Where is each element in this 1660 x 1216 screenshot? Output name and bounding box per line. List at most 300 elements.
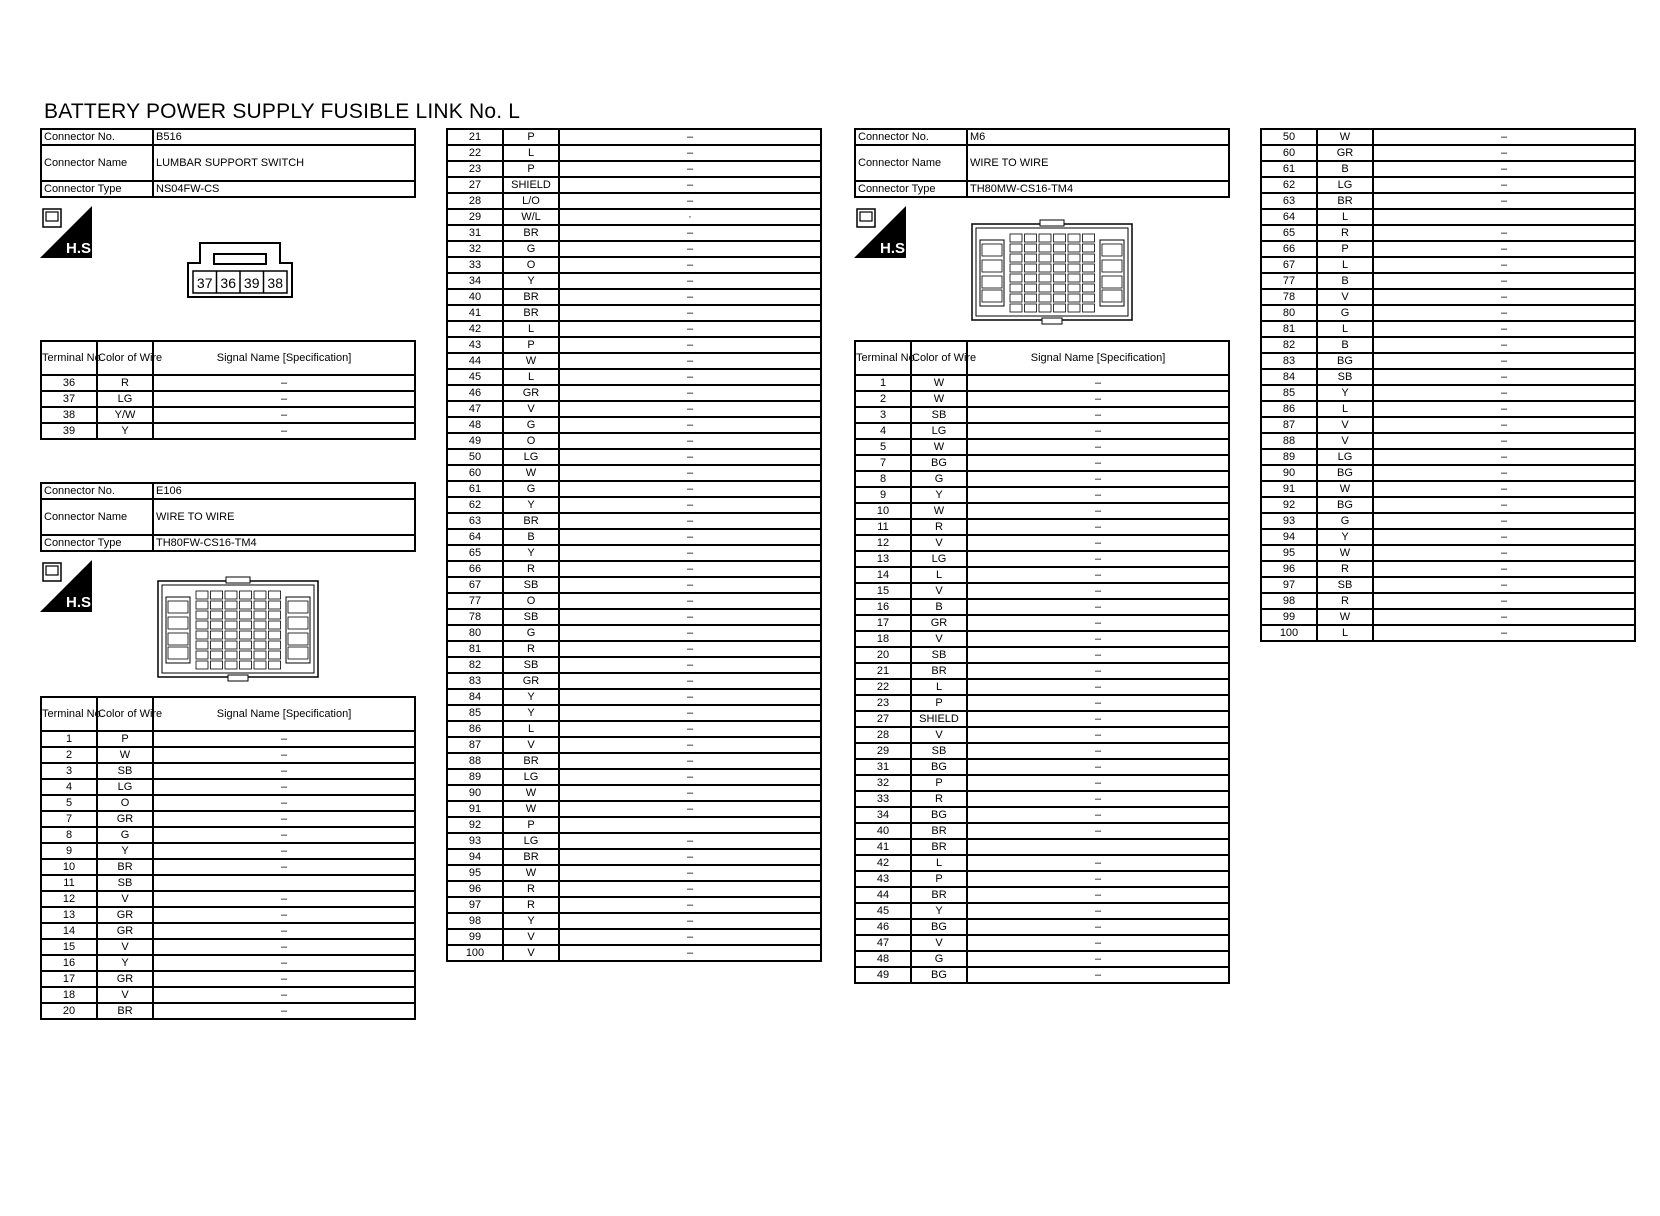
- signal-name: –: [1373, 385, 1635, 401]
- wire-color: O: [503, 257, 559, 273]
- terminal-number: 97: [1261, 577, 1317, 593]
- wire-color: V: [911, 583, 967, 599]
- wire-color: SB: [503, 657, 559, 673]
- terminal-number: 100: [447, 945, 503, 961]
- wire-color: V: [911, 535, 967, 551]
- terminal-number: 50: [447, 449, 503, 465]
- wire-color: L: [503, 369, 559, 385]
- terminal-number: 86: [1261, 401, 1317, 417]
- wire-color: LG: [911, 423, 967, 439]
- table-row: [447, 641, 821, 657]
- table-row: [855, 519, 1229, 535]
- table-row: [855, 535, 1229, 551]
- table-row: [447, 561, 821, 577]
- terminal-number: 33: [855, 791, 911, 807]
- wire-color: V: [911, 935, 967, 951]
- terminal-number: 36: [41, 375, 97, 391]
- wire-color: Y: [911, 487, 967, 503]
- signal-name: [1373, 209, 1635, 225]
- terminal-number: 40: [447, 289, 503, 305]
- terminal-number: 83: [447, 673, 503, 689]
- connector-type-value: TH80MW-CS16-TM4: [967, 181, 1229, 197]
- wire-color: BR: [911, 887, 967, 903]
- signal-name: –: [559, 929, 821, 945]
- signal-name: [967, 839, 1229, 855]
- terminal-number: 22: [855, 679, 911, 695]
- table-row: [447, 273, 821, 289]
- signal-name: –: [1373, 609, 1635, 625]
- wire-color: Y: [503, 497, 559, 513]
- terminal-number: 92: [1261, 497, 1317, 513]
- table-row: [447, 209, 821, 225]
- table-row: [41, 731, 415, 747]
- signal-name: –: [559, 129, 821, 145]
- terminal-number: 14: [855, 567, 911, 583]
- connector-info-b516: [40, 128, 416, 198]
- wire-color: BG: [911, 967, 967, 983]
- terminal-number: 86: [447, 721, 503, 737]
- table-row: [41, 375, 415, 391]
- terminal-number: 44: [855, 887, 911, 903]
- m6-connector-face: [970, 220, 1134, 329]
- table-row: [447, 449, 821, 465]
- table-row: [1261, 513, 1635, 529]
- signal-name: –: [559, 801, 821, 817]
- wire-color: R: [1317, 225, 1373, 241]
- wire-color: G: [911, 951, 967, 967]
- table-row: [855, 647, 1229, 663]
- terminal-number: 89: [447, 769, 503, 785]
- wire-color: L: [1317, 321, 1373, 337]
- terminal-number: 46: [447, 385, 503, 401]
- connector-no-label: Connector No.: [41, 483, 153, 499]
- signal-name: –: [559, 833, 821, 849]
- wire-color: Y: [97, 423, 153, 439]
- signal-name: –: [153, 827, 415, 843]
- terminal-number: 2: [855, 391, 911, 407]
- terminal-number: 47: [447, 401, 503, 417]
- wire-color: W: [1317, 545, 1373, 561]
- terminal-number: 10: [855, 503, 911, 519]
- connector-type-value: TH80FW-CS16-TM4: [153, 535, 415, 551]
- header-terminal: Terminal No.: [855, 341, 911, 375]
- terminal-number: 98: [447, 913, 503, 929]
- signal-name: –: [559, 177, 821, 193]
- table-row: [855, 791, 1229, 807]
- wire-color: GR: [503, 673, 559, 689]
- wire-color: P: [503, 337, 559, 353]
- hs-label: H.S.: [66, 240, 96, 257]
- signal-name: –: [153, 779, 415, 795]
- signal-name: –: [153, 811, 415, 827]
- signal-name: –: [1373, 353, 1635, 369]
- signal-name: –: [967, 695, 1229, 711]
- wire-color: GR: [97, 923, 153, 939]
- table-row: [447, 785, 821, 801]
- table-row: [1261, 417, 1635, 433]
- signal-name: –: [559, 353, 821, 369]
- signal-name: –: [559, 865, 821, 881]
- connector-name-value: WIRE TO WIRE: [967, 145, 1229, 181]
- hs-badge-b516: [40, 206, 96, 258]
- terminal-number: 17: [41, 971, 97, 987]
- table-row: [447, 289, 821, 305]
- signal-name: –: [559, 705, 821, 721]
- wire-color: W: [503, 353, 559, 369]
- table-row: [1261, 305, 1635, 321]
- wire-color: BR: [503, 305, 559, 321]
- signal-name: –: [559, 881, 821, 897]
- table-row: [1261, 225, 1635, 241]
- terminal-number: 90: [1261, 465, 1317, 481]
- page-title: BATTERY POWER SUPPLY FUSIBLE LINK No. L: [44, 100, 521, 123]
- wire-color: V: [1317, 433, 1373, 449]
- signal-name: –: [559, 657, 821, 673]
- wire-color: O: [503, 593, 559, 609]
- terminal-number: 28: [447, 193, 503, 209]
- wire-color: V: [97, 987, 153, 1003]
- signal-name: –: [153, 423, 415, 439]
- terminal-number: 42: [855, 855, 911, 871]
- table-row: [855, 679, 1229, 695]
- table-row: [447, 161, 821, 177]
- signal-name: –: [1373, 481, 1635, 497]
- table-row: [447, 529, 821, 545]
- terminal-table-e106-part2: [446, 128, 822, 962]
- terminal-number: 18: [855, 631, 911, 647]
- signal-name: –: [967, 455, 1229, 471]
- wire-color: LG: [503, 769, 559, 785]
- wire-color: GR: [97, 971, 153, 987]
- table-row: [447, 465, 821, 481]
- signal-name: –: [559, 737, 821, 753]
- terminal-number: 13: [41, 907, 97, 923]
- signal-name: –: [1373, 449, 1635, 465]
- terminal-number: 67: [1261, 257, 1317, 273]
- terminal-number: 82: [447, 657, 503, 673]
- signal-name: –: [1373, 145, 1635, 161]
- wire-color: R: [1317, 593, 1373, 609]
- signal-name: –: [559, 561, 821, 577]
- table-row: [447, 801, 821, 817]
- table-row: [447, 369, 821, 385]
- terminal-number: 89: [1261, 449, 1317, 465]
- connector-no-label: Connector No.: [41, 129, 153, 145]
- table-row: [447, 385, 821, 401]
- table-row: [447, 833, 821, 849]
- table-row: [855, 439, 1229, 455]
- table-row: [855, 775, 1229, 791]
- table-row: [41, 923, 415, 939]
- table-row: [41, 747, 415, 763]
- wire-color: P: [97, 731, 153, 747]
- table-row: [41, 779, 415, 795]
- signal-name: –: [1373, 257, 1635, 273]
- table-row: [447, 609, 821, 625]
- header-signal: Signal Name [Specification]: [153, 341, 415, 375]
- wire-color: BG: [1317, 497, 1373, 513]
- signal-name: –: [559, 449, 821, 465]
- wire-color: W: [503, 465, 559, 481]
- terminal-number: 31: [855, 759, 911, 775]
- wire-color: GR: [97, 907, 153, 923]
- terminal-number: 1: [855, 375, 911, 391]
- table-row: [41, 795, 415, 811]
- b516-connector-face: [186, 241, 294, 304]
- header-terminal: Terminal No.: [41, 697, 97, 731]
- wire-color: L: [911, 855, 967, 871]
- terminal-number: 82: [1261, 337, 1317, 353]
- table-row: [447, 193, 821, 209]
- wire-color: BR: [911, 839, 967, 855]
- terminal-table-e106-part1: [40, 696, 416, 1020]
- table-row: [855, 919, 1229, 935]
- wire-color: R: [503, 897, 559, 913]
- signal-name: –: [559, 481, 821, 497]
- header-color: Color of Wire: [97, 341, 153, 375]
- wire-color: SB: [503, 609, 559, 625]
- terminal-number: 93: [1261, 513, 1317, 529]
- terminal-number: 15: [41, 939, 97, 955]
- wire-color: W: [911, 503, 967, 519]
- table-row: [855, 391, 1229, 407]
- wire-color: LG: [503, 833, 559, 849]
- terminal-number: 11: [41, 875, 97, 891]
- signal-name: –: [153, 987, 415, 1003]
- pin-label: 39: [243, 275, 260, 291]
- terminal-number: 39: [41, 423, 97, 439]
- table-row: [447, 513, 821, 529]
- signal-name: –: [153, 891, 415, 907]
- wire-color: R: [503, 561, 559, 577]
- terminal-number: 29: [855, 743, 911, 759]
- wire-color: SB: [503, 577, 559, 593]
- terminal-number: 37: [41, 391, 97, 407]
- hs-label: H.S.: [66, 594, 96, 611]
- table-row: [447, 769, 821, 785]
- terminal-number: 49: [855, 967, 911, 983]
- table-row: [1261, 289, 1635, 305]
- signal-name: –: [967, 759, 1229, 775]
- terminal-number: 41: [447, 305, 503, 321]
- wire-color: G: [1317, 305, 1373, 321]
- wire-color: G: [1317, 513, 1373, 529]
- table-row: [447, 897, 821, 913]
- signal-name: –: [559, 193, 821, 209]
- signal-name: –: [559, 145, 821, 161]
- table-row: [447, 321, 821, 337]
- terminal-number: 21: [447, 129, 503, 145]
- signal-name: –: [559, 609, 821, 625]
- terminal-number: 80: [447, 625, 503, 641]
- wire-color: W: [911, 375, 967, 391]
- signal-name: –: [559, 913, 821, 929]
- wire-color: V: [1317, 289, 1373, 305]
- terminal-number: 17: [855, 615, 911, 631]
- table-row: [447, 545, 821, 561]
- terminal-number: 15: [855, 583, 911, 599]
- terminal-number: 5: [855, 439, 911, 455]
- terminal-number: 95: [447, 865, 503, 881]
- wire-color: SB: [911, 407, 967, 423]
- table-row: [855, 823, 1229, 839]
- table-row: [447, 353, 821, 369]
- signal-name: –: [559, 849, 821, 865]
- terminal-number: 85: [447, 705, 503, 721]
- signal-name: –: [1373, 529, 1635, 545]
- terminal-number: 47: [855, 935, 911, 951]
- header-signal: Signal Name [Specification]: [153, 697, 415, 731]
- wire-color: W: [503, 785, 559, 801]
- table-row: [855, 855, 1229, 871]
- terminal-number: 100: [1261, 625, 1317, 641]
- signal-name: –: [1373, 193, 1635, 209]
- table-row: [447, 177, 821, 193]
- wire-color: SB: [97, 763, 153, 779]
- terminal-number: 96: [447, 881, 503, 897]
- wire-color: R: [503, 641, 559, 657]
- wire-color: R: [503, 881, 559, 897]
- signal-name: –: [153, 843, 415, 859]
- signal-name: –: [559, 225, 821, 241]
- hs-badge-e106: [40, 560, 96, 612]
- terminal-number: 9: [855, 487, 911, 503]
- terminal-number: 60: [1261, 145, 1317, 161]
- wire-color: B: [911, 599, 967, 615]
- wire-color: G: [503, 241, 559, 257]
- signal-name: –: [559, 577, 821, 593]
- table-row: [855, 375, 1229, 391]
- terminal-number: 99: [447, 929, 503, 945]
- wire-color: LG: [503, 449, 559, 465]
- table-row: [1261, 161, 1635, 177]
- wire-color: GR: [97, 811, 153, 827]
- wire-color: B: [1317, 161, 1373, 177]
- wire-color: P: [911, 695, 967, 711]
- table-row: [855, 567, 1229, 583]
- signal-name: –: [559, 721, 821, 737]
- terminal-number: 12: [855, 535, 911, 551]
- table-row: [855, 583, 1229, 599]
- wire-color: W: [911, 439, 967, 455]
- wire-color: BR: [503, 849, 559, 865]
- wire-color: Y: [1317, 529, 1373, 545]
- signal-name: –: [967, 519, 1229, 535]
- pin-label: 36: [220, 275, 236, 291]
- wire-color: G: [503, 481, 559, 497]
- wire-color: BR: [503, 289, 559, 305]
- terminal-number: 43: [855, 871, 911, 887]
- signal-name: –: [967, 935, 1229, 951]
- wire-color: LG: [1317, 449, 1373, 465]
- terminal-number: 62: [1261, 177, 1317, 193]
- table-row: [1261, 625, 1635, 641]
- terminal-number: 96: [1261, 561, 1317, 577]
- wire-color: BG: [911, 759, 967, 775]
- signal-name: –: [967, 423, 1229, 439]
- terminal-number: 99: [1261, 609, 1317, 625]
- signal-name: –: [559, 289, 821, 305]
- table-row: [447, 945, 821, 961]
- wire-color: V: [503, 737, 559, 753]
- table-row: [41, 939, 415, 955]
- terminal-number: 62: [447, 497, 503, 513]
- wire-color: BR: [97, 859, 153, 875]
- table-row: [447, 417, 821, 433]
- terminal-number: 3: [855, 407, 911, 423]
- table-row: [41, 971, 415, 987]
- terminal-number: 61: [1261, 161, 1317, 177]
- table-row: [1261, 433, 1635, 449]
- table-row: [41, 407, 415, 423]
- wire-color: W: [503, 801, 559, 817]
- table-row: [855, 935, 1229, 951]
- wire-color: Y: [503, 273, 559, 289]
- terminal-number: 20: [855, 647, 911, 663]
- terminal-number: 98: [1261, 593, 1317, 609]
- table-row: [1261, 577, 1635, 593]
- terminal-number: 66: [1261, 241, 1317, 257]
- signal-name: –: [559, 257, 821, 273]
- signal-name: –: [1373, 593, 1635, 609]
- table-row: [447, 657, 821, 673]
- table-row: [1261, 177, 1635, 193]
- table-row: [855, 615, 1229, 631]
- signal-name: –: [967, 375, 1229, 391]
- signal-name: –: [559, 465, 821, 481]
- table-row: [1261, 369, 1635, 385]
- signal-name: –: [967, 663, 1229, 679]
- wire-color: P: [503, 817, 559, 833]
- wire-color: L: [1317, 401, 1373, 417]
- wire-color: SHIELD: [911, 711, 967, 727]
- table-row: [1261, 465, 1635, 481]
- wire-color: R: [911, 519, 967, 535]
- wire-color: BG: [911, 807, 967, 823]
- terminal-number: 20: [41, 1003, 97, 1019]
- terminal-number: 91: [447, 801, 503, 817]
- pin-label: 38: [267, 275, 283, 291]
- wire-color: SB: [97, 875, 153, 891]
- terminal-number: 78: [447, 609, 503, 625]
- signal-name: –: [967, 439, 1229, 455]
- wire-color: O: [503, 433, 559, 449]
- table-row: [1261, 209, 1635, 225]
- terminal-number: 48: [855, 951, 911, 967]
- header-color: Color of Wire: [911, 341, 967, 375]
- terminal-number: 80: [1261, 305, 1317, 321]
- terminal-number: 13: [855, 551, 911, 567]
- table-row: [41, 763, 415, 779]
- wire-color: R: [97, 375, 153, 391]
- signal-name: –: [559, 337, 821, 353]
- table-row: [41, 875, 415, 891]
- table-row: [1261, 529, 1635, 545]
- wire-color: BR: [1317, 193, 1373, 209]
- table-row: [41, 423, 415, 439]
- terminal-number: 81: [1261, 321, 1317, 337]
- terminal-number: 11: [855, 519, 911, 535]
- table-row: [447, 625, 821, 641]
- wire-color: V: [503, 945, 559, 961]
- signal-name: –: [967, 791, 1229, 807]
- terminal-number: 48: [447, 417, 503, 433]
- signal-name: –: [153, 923, 415, 939]
- table-row: [1261, 609, 1635, 625]
- terminal-number: 32: [447, 241, 503, 257]
- terminal-number: 94: [447, 849, 503, 865]
- terminal-number: 49: [447, 433, 503, 449]
